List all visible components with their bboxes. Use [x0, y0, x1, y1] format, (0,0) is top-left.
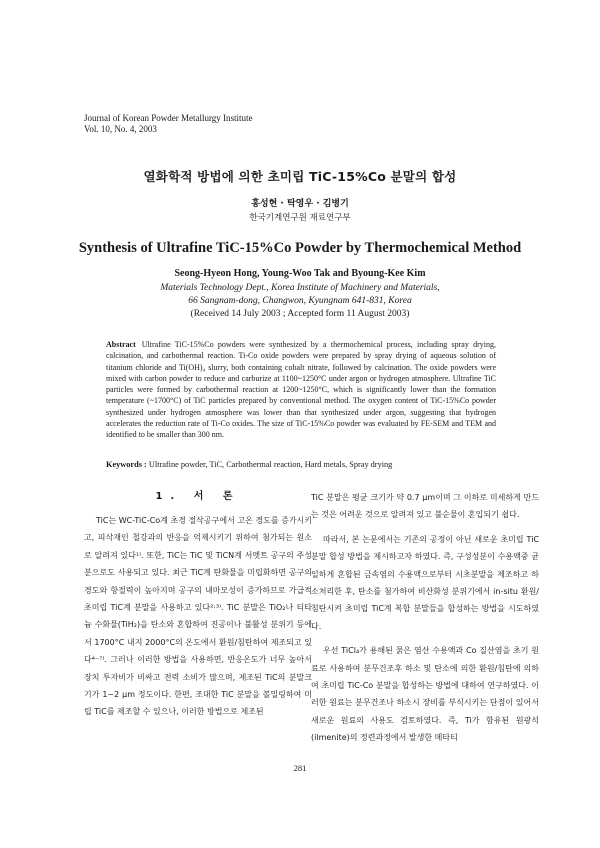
english-authors: Seong-Hyeon Hong, Young-Woo Tak and Byoung-Kee Kim — [174, 268, 426, 279]
abstract-label: Abstract — [106, 340, 136, 349]
left-column — [84, 490, 312, 721]
journal-name: Journal of Korean Powder Metallurgy Institute — [84, 113, 253, 123]
korean-affiliation: 한국기계연구원 재료연구부 — [249, 213, 351, 223]
received-dates: (Received 14 July 2003 ; Accepted form 11 August 2003) — [190, 309, 410, 319]
journal-volume: Vol. 10, No. 4, 2003 — [84, 124, 157, 134]
korean-authors: 홍성현 · 탁영우 · 김병기 — [251, 199, 349, 209]
section-heading: 1. 서 론 — [155, 491, 241, 502]
affiliation-line-1: Materials Technology Dept., Korea Institute of Machinery and Materials, — [160, 283, 440, 293]
abstract — [106, 339, 496, 441]
english-title: Synthesis of Ultrafine TiC-15%Co Powder by Thermochemical Method — [78, 240, 522, 256]
affiliation-line-2: 66 Sangnam-dong, Changwon, Kyungnam 641-831, Korea — [188, 296, 412, 306]
right-paragraph-3: 우선 TiCl₄가 용해된 묽은 염산 수용액과 Co 질산염을 초기 원료로 사용하여 분무건조후 하소 및 탄소에 의한 환원/침탄에 의하여 초미립 TiC-Co 분말을 합성하는 방법에 대하여 연구하였다. 이러한 원료는 분무건조나 하소시 장비를 부식시키는 단점이 있어서 새로운 원료의 사용도 검토하였다. 즉, Ti가 함유된 원광석(ilmenite)의 정련과정에서 발생한 메타티 — [311, 646, 539, 743]
right-paragraph-1: TiC 분말은 평균 크기가 약 0.7 μm이며 그 이하로 미세하게 만드는 것은 어려운 것으로 알려져 있고 불순물이 혼입되기 쉽다. — [311, 493, 539, 520]
right-column — [311, 489, 539, 747]
left-paragraph-1: TiC는 WC-TiC-Co계 초경 절삭공구에서 고온 경도를 증가시키고, 피삭재인 철강과의 반응을 억제시키기 위하여 첨가되는 원소로 알려져 있다¹⁾. 또한, TiC는 TiC 및 TiCN계 서멧트 공구의 주성분으로도 사용되고 있다. 최근 TiC계 탄화물을 미립화하면 공구의 경도와 항절력이 높아지며 공구의 내마모성이 증가하므로 가급적 초미립 TiC계 분말을 사용하고 있다²·³⁾. TiC 분말은 TiO₂나 티타늄 수화물(TiH₂)을 탄소와 혼합하여 진공이나 불활성 분위기 등에서 1700°C 내지 2000°C의 온도에서 환원/침탄하여 제조되고 있다⁴⁻⁷⁾. 그러나 이러한 방법을 사용하면, 반응온도가 너무 높아서 장치 투자비가 비싸고 전력 소비가 많으며, 제조된 TiC의 분말크기가 1~2 μm 정도이다. 한편, 조대한 TiC 분말을 볼밀링하여 미립 TiC를 제조할 수 있으나, 이러한 방법으로 제조된 — [84, 516, 313, 717]
right-paragraph-2: 따라서, 본 논문에서는 기존의 공정이 아닌 새로운 초미립 TiC 분말 합성 방법을 제시하고자 하였다. 즉, 구성성분이 수용액중 균일하게 혼합된 금속염의 수용액으로부터 시초분말을 제조하고 하소처리한 후, 탄소를 첨가하여 비산화성 분위기에서 in-situ 환원/침탄시켜 초미립 TiC계 복합 분말들을 합성하는 방법을 시도하였다. — [311, 534, 539, 631]
abstract-text: Ultrafine TiC-15%Co powders were synthesized by a thermochemical process, including spray drying, calcination, and carbothermal reaction. Ti-Co oxide powders were prepared by spray drying of aqueous solution of titanium chloride and Ti(OH)₄ slurry, both containing cobalt nitrate, followed by calcination. The oxide powders were mixed with carbon powder to reduce and carburize at 1100~1250°C under argon or hydrogen atmosphere. Ultrafine TiC particles were formed by carbothermal reaction at 1200~1250°C, which is significantly lower than the formation temperature (~1700°C) of TiC particles prepared by conventional method. The oxygen content of TiC-15%Co powder synthesized under hydrogen atmosphere was lower than that synthesized under argon, suggesting that hydrogen accelerates the reduction rate of Ti-Co oxides. The size of TiC-15%Co powder was evaluated by FE-SEM and TEM and identified to be smaller than 300 nm. — [106, 340, 496, 440]
korean-title: 열화학적 방법에 의한 초미립 TiC-15%Co 분말의 합성 — [143, 169, 457, 184]
english-affiliation — [0, 282, 600, 308]
keywords — [106, 460, 506, 469]
page-number: 281 — [293, 763, 307, 773]
keywords-label: Keywords : — [106, 460, 147, 469]
journal-header — [84, 113, 253, 135]
keywords-text: Ultrafine powder, TiC, Carbothermal reaction, Hard metals, Spray drying — [148, 460, 393, 469]
